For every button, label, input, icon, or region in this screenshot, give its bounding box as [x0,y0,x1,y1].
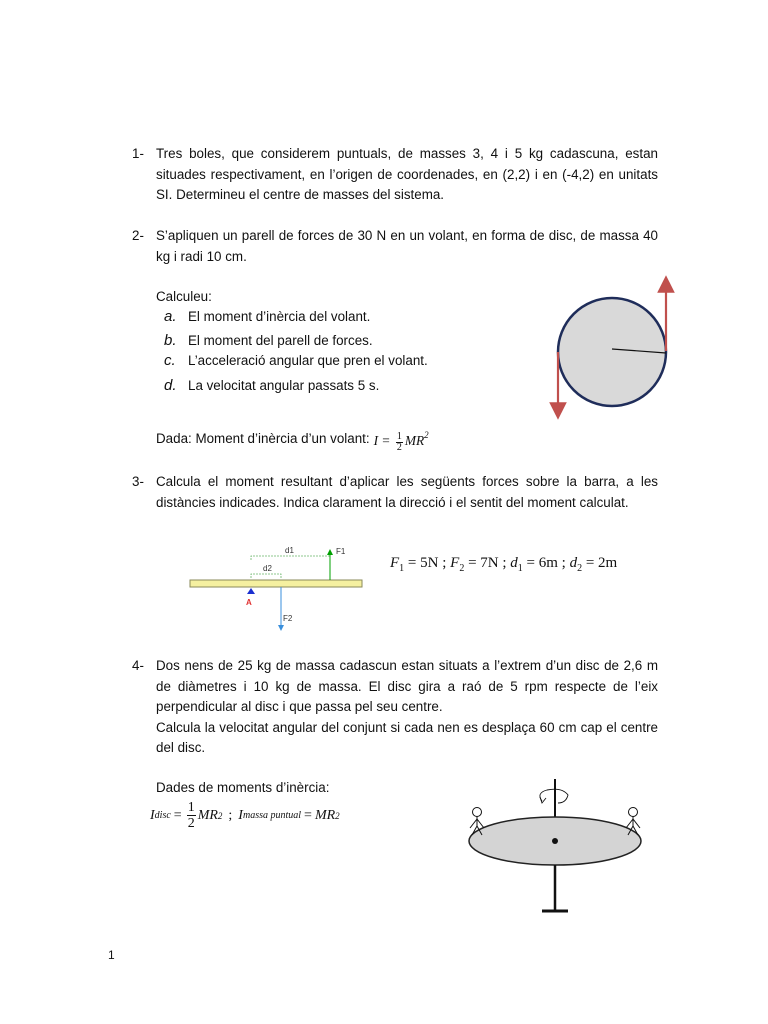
fraction-denominator: 2 [187,816,195,831]
value-symbol: d [510,555,518,571]
separator: ; [561,555,566,571]
formula-exponent: 2 [217,810,223,821]
calculeu-label: Calculeu: [156,289,212,304]
flywheel-diagram [545,275,680,420]
dada-label: Dada: Moment d’inèrcia d’un volant: [156,430,370,446]
formula-equals: = [304,807,312,823]
inertia-formulas [150,800,340,831]
value-amount: = 7N [468,555,499,571]
fraction [187,800,196,831]
formula-equals: = [173,807,182,823]
item-letter: d. [164,377,177,394]
formula-rhs: MR [404,433,425,449]
separator: ; [502,555,507,571]
list-item [164,351,428,376]
value-subscript: 2 [459,563,465,574]
value-amount: = 5N [407,555,439,571]
item-text: L’acceleració angular que pren el volant. [188,353,428,368]
formula-subscript: disc [154,810,171,821]
bar [190,580,362,587]
problem-4-text-part-2: Calcula la velocitat angular del conjunt si cada nen es desplaça 60 cm cap el centre del disc. [156,719,658,755]
rotation-arrowhead-icon [540,797,546,803]
problem-3-text: Calcula el moment resultant d’aplicar les següents forces sobre la barra, a les distàncies indicades. Indica clarament la direcció i el sentit del moment calculat. [156,474,658,510]
problem-4-text-part-1: Dos nens de 25 kg de massa cadascun estan situats a l’extrem d’un disc de 2,6 m de diàmetres i 10 kg de massa. El disc gira a raó de 5 rpm respecte de l’eix perpendicular al disc i que passa pel seu centre. [156,658,658,714]
item-text: El moment d’inèrcia del volant. [188,309,371,324]
value-symbol: F [390,555,400,571]
value-subscript: 2 [577,563,583,574]
problem-2-item-list [164,307,428,398]
problem-3-number: 3- [132,474,144,489]
item-letter: c. [164,352,176,369]
item-letter: a. [164,308,177,325]
formula-subscript: massa puntual [242,810,302,821]
d2-label: d2 [263,564,272,573]
f1-label: F1 [336,547,346,556]
d2-bracket [251,574,281,578]
fraction-numerator: 1 [396,430,402,442]
list-item [164,331,428,351]
problem-4-text [156,656,658,759]
disc-center [552,838,558,844]
item-text: La velocitat angular passats 5 s. [188,378,380,393]
value-subscript: 1 [517,563,523,574]
item-text: El moment del parell de forces. [188,333,373,348]
value-subscript: 1 [399,563,405,574]
dades-label: Dades de moments d’inèrcia: [156,780,330,795]
bar-forces-diagram [185,540,370,635]
fraction-denominator: 2 [396,441,402,453]
dada-formula-line [156,424,429,454]
formula-i-disc: I [150,807,155,823]
problem-2-text: S’apliquen un parell de forces de 30 N en un volant, en forma de disc, de massa 40 kg i radi 10 cm. [156,228,658,264]
f2-label: F2 [283,614,293,623]
pivot-a-label: A [246,598,252,607]
problem-3-values [390,553,617,579]
formula-lhs: I = [373,433,391,449]
fraction-numerator: 1 [187,800,195,815]
problem-1-text: Tres boles, que considerem puntuals, de masses 3, 4 i 5 kg cadascuna, estan situades respectivament, en l’origen de coordenades, en (2,2) i en (-4,2) en unitats SI. Determineu el centre de masses del sistema. [156,146,658,202]
item-letter: b. [164,332,177,349]
value-amount: = 6m [526,555,558,571]
value-symbol: F [450,555,460,571]
formula-exponent: 2 [335,810,340,821]
formula-exponent: 2 [424,430,429,441]
rotating-disc-diagram [462,775,652,920]
page-number: 1 [108,948,115,962]
formula-mr: MR [197,807,218,823]
problem-2-number: 2- [132,228,144,243]
problem-1-number: 1- [132,146,144,161]
d1-bracket [251,556,330,560]
pivot-a-marker [247,588,255,594]
separator: ; [228,807,233,823]
d1-label: d1 [285,546,294,555]
fraction [396,432,403,453]
list-item [164,376,428,398]
formula-mr: MR [314,807,336,823]
problem-4-number: 4- [132,658,144,673]
value-symbol: d [569,555,578,571]
list-item [164,307,428,331]
formula-i-point-mass: I [238,807,243,823]
value-amount: = 2m [585,555,618,571]
separator: ; [442,555,447,571]
inertia-formula [374,425,429,452]
